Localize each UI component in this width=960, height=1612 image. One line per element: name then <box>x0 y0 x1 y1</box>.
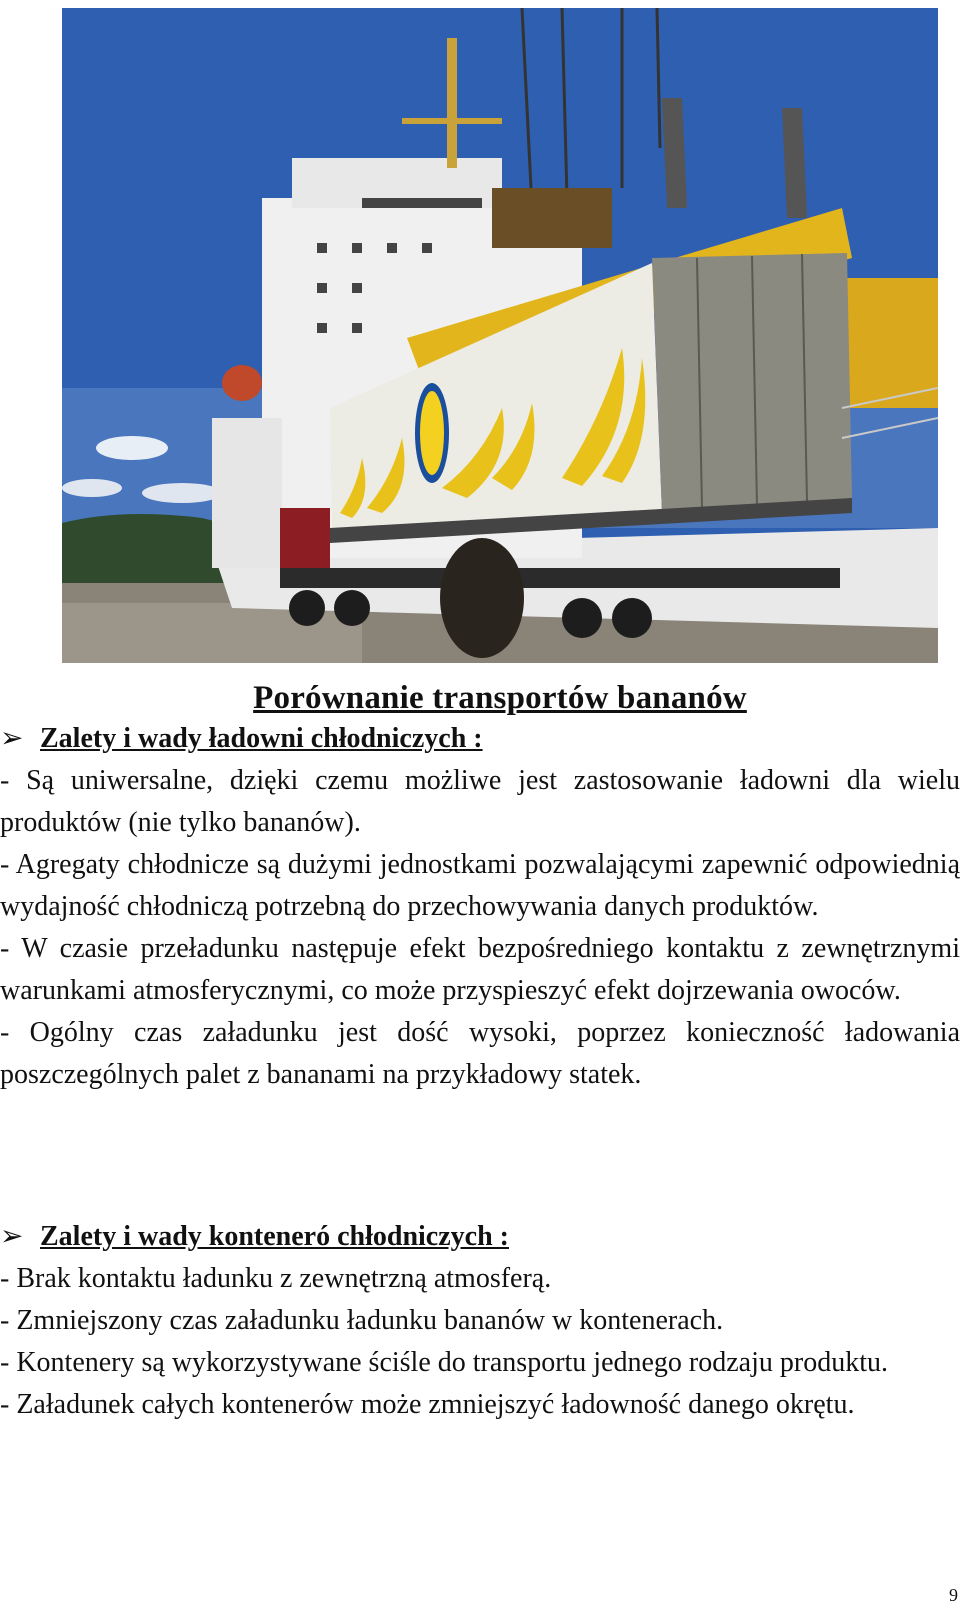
paragraph: - Ogólny czas załadunku jest dość wysoki, poprzez konieczność ładowania poszczególnych palet z bananami na przykładowy statek. <box>0 1017 960 1090</box>
paragraph: - Są uniwersalne, dzięki czemu możliwe jest zastosowanie ładowni dla wielu produktów (nie tylko bananów). <box>0 765 960 838</box>
paragraph: - Zmniejszony czas załadunku ładunku bananów w kontenerach. <box>0 1305 724 1336</box>
paragraph: - W czasie przeładunku następuje efekt bezpośredniego kontaktu z zewnętrznymi warunkami atmosferycznymi, co może przyspieszyć efekt dojrzewania owoców. <box>0 933 960 1006</box>
section-heading <box>0 1216 960 1258</box>
paragraph: - Brak kontaktu ładunku z zewnętrzną atmosferą. <box>0 1263 552 1294</box>
page-number: 9 <box>949 1585 958 1605</box>
photo-illustration <box>62 8 938 663</box>
ship-loading-photo <box>62 8 938 663</box>
page-title: Porównanie transportów bananów <box>253 680 747 716</box>
section-heading-text: Zalety i wady konteneró chłodniczych : <box>40 1221 509 1252</box>
section-heading-text: Zalety i wady ładowni chłodniczych : <box>40 723 483 754</box>
section-reefer-containers <box>0 1216 960 1426</box>
section-cargo-holds <box>0 718 960 1096</box>
paragraph: - Kontenery są wykorzystywane ściśle do transportu jednego rodzaju produktu. <box>0 1347 888 1378</box>
bullet-arrow-icon: ➢ <box>0 723 24 754</box>
section-heading <box>0 718 960 760</box>
paragraph: - Agregaty chłodnicze są dużymi jednostkami pozwalającymi zapewnić odpowiednią wydajność chłodniczą potrzebną do przechowywania danych produktów. <box>0 849 960 922</box>
bullet-arrow-icon: ➢ <box>0 1221 24 1252</box>
paragraph: - Załadunek całych kontenerów może zmniejszyć ładowność danego okrętu. <box>0 1389 855 1420</box>
